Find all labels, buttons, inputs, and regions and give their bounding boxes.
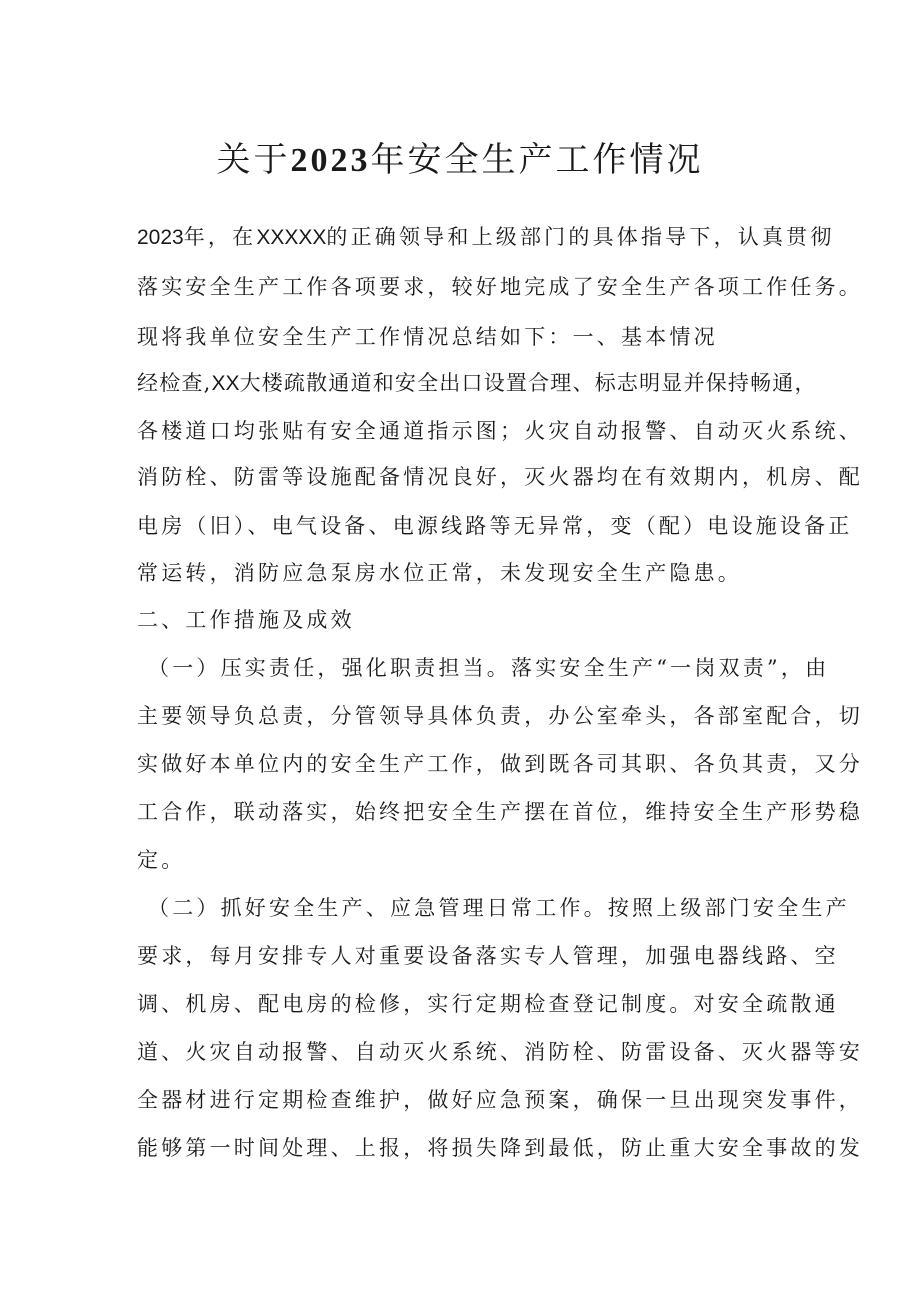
paragraph-line: 经检查,XX大楼疏散通道和安全出口设置合理、标志明显并保持畅通，: [137, 371, 817, 395]
paragraph-line: 落实安全生产工作各项要求，较好地完成了安全生产各项工作任务。: [137, 275, 863, 299]
paragraph-line: 现将我单位安全生产工作情况总结如下：一、基本情况: [137, 325, 718, 349]
paragraph-line: 常运转，消防应急泵房水位正常，未发现安全生产隐患。: [137, 561, 742, 585]
org-placeholder: XX: [211, 372, 240, 395]
paragraph-line: 调、机房、配电房的检修，实行定期检查登记制度。对安全疏散通: [137, 992, 839, 1016]
title-rest: 年安全生产工作情况: [370, 140, 704, 180]
paragraph-line: 主要领导负总责，分管领导具体负责，办公室牵头，各部室配合，切: [137, 704, 863, 728]
paragraph-line: 2023年，在XXXXX的正确领导和上级部门的具体指导下，认真贯彻: [137, 225, 835, 249]
paragraph-line: 定。: [137, 848, 186, 872]
paragraph-line: 实做好本单位内的安全生产工作，做到既各司其职、各负其责，又分: [137, 752, 863, 776]
section-heading: 二、工作措施及成效: [137, 608, 355, 632]
document-title: [0, 136, 920, 185]
paragraph-line: （一）压实责任，强化职责担当。落实安全生产“一岗双责”，由: [148, 656, 830, 680]
title-prefix: 关于: [216, 140, 291, 180]
paragraph-line: 全器材进行定期检查维护，做好应急预案，确保一旦出现突发事件，: [137, 1088, 863, 1112]
paragraph-line: 消防栓、防雷等设施配备情况良好，灭火器均在有效期内，机房、配: [137, 465, 863, 489]
paragraph-line: 电房（旧）、电气设备、电源线路等无异常，变（配）电设施设备正: [137, 514, 853, 538]
org-placeholder: XXXXX: [256, 226, 327, 249]
paragraph-line: （二）抓好安全生产、应急管理日常工作。按照上级部门安全生产: [148, 896, 850, 920]
title-year: 2023: [290, 142, 371, 179]
paragraph-line: 道、火灾自动报警、自动灭火系统、消防栓、防雷设备、灭火器等安: [137, 1040, 863, 1064]
paragraph-line: 工合作，联动落实，始终把安全生产摆在首位，维持安全生产形势稳: [137, 800, 863, 824]
paragraph-line: 要求，每月安排专人对重要设备落实专人管理，加强电器线路、空: [137, 944, 839, 968]
year-text: 2023: [137, 226, 184, 249]
paragraph-line: 能够第一时间处理、上报，将损失降到最低，防止重大安全事故的发: [137, 1136, 863, 1160]
paragraph-line: 各楼道口均张贴有安全通道指示图；火灾自动报警、自动灭火系统、: [137, 419, 863, 443]
